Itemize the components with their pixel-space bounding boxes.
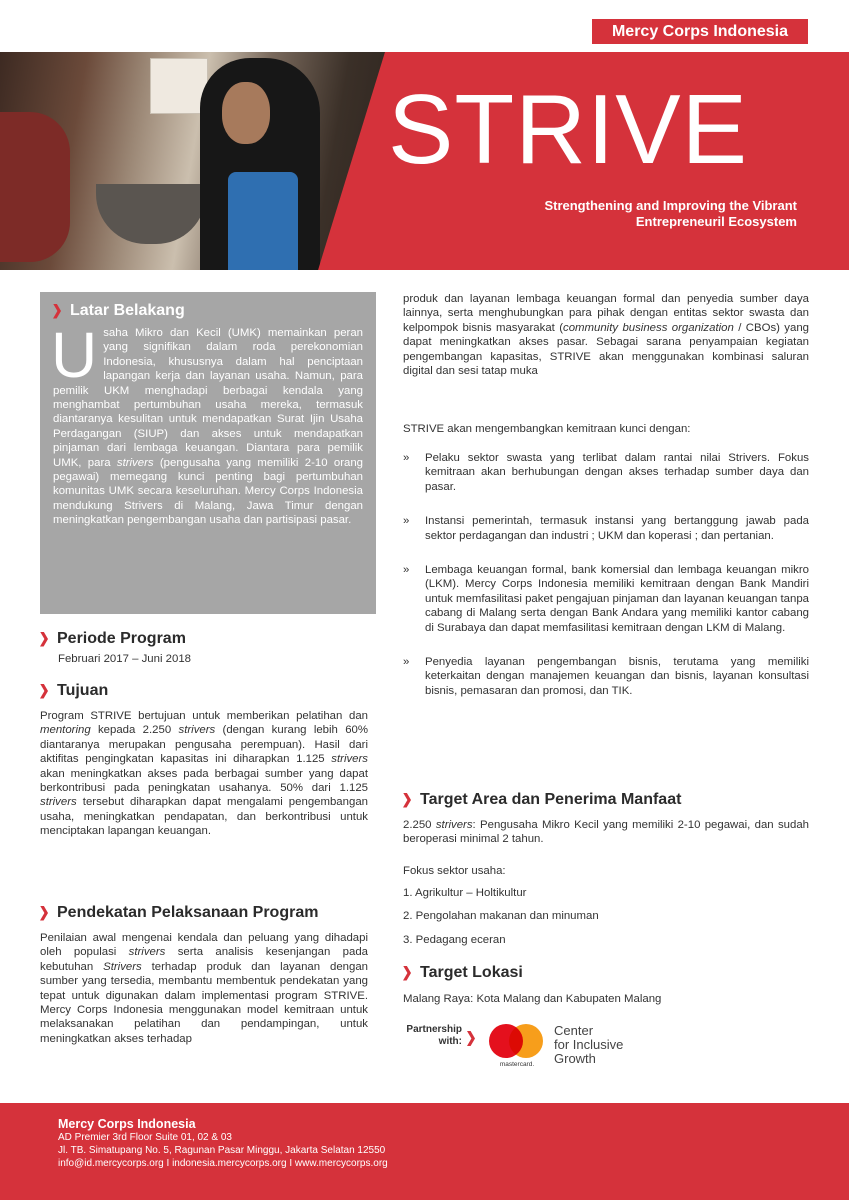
period-text: Februari 2017 – Juni 2018 — [58, 653, 191, 665]
goal-heading: Tujuan — [40, 681, 108, 701]
list-item: 1. Agrikultur – Holtikultur — [403, 887, 527, 899]
approach-continued-text: produk dan layanan lembaga keuangan formal dan penyedia sumber daya lainnya, serta menghubungkan para pihak dengan entitas sektor swasta dan kelpompok bisnis masyarakat (community business organization / CBOs) yang dapat meningkatkan akses pasar. Sebagai sarana penyampaian kegiatan pengembangan kapasitas, STRIVE akan menggunakan kombinasi saluran digital dan sesi tatap muka — [403, 293, 810, 378]
list-item: » Penyedia layanan pengembangan bisnis, terutama yang memiliki keterkaitan dengan manajemen keuangan dan bisnis, layanan konsultasi bisnis, pemasaran dan promosi, dan TIK. — [403, 655, 809, 698]
hero-banner — [0, 52, 849, 270]
chevron-right-icon — [40, 632, 48, 647]
footer-contacts: info@id.mercycorps.org I indonesia.mercycorps.org I www.mercycorps.org — [58, 1158, 388, 1169]
partners-intro: STRIVE akan mengembangkan kemitraan kunci dengan: — [403, 423, 691, 435]
target-area-text: 2.250 strivers: Pengusaha Mikro Kecil yang memiliki 2-10 pegawai, dan sudah beroperasi minimal 2 tahun. — [403, 819, 809, 846]
background-heading: Latar Belakang — [53, 298, 363, 324]
chevron-right-icon — [53, 304, 61, 319]
list-item: 2. Pengolahan makanan dan minuman — [403, 910, 599, 923]
approach-heading: Pendekatan Pelaksanaan Program — [40, 903, 318, 923]
footer-address-1: AD Premier 3rd Floor Suite 01, 02 & 03 — [58, 1132, 232, 1143]
chevron-right-icon — [40, 684, 48, 699]
page-title: STRIVE — [388, 74, 748, 184]
chevron-right-icon — [40, 906, 48, 921]
mastercard-logo: mastercard. — [489, 1024, 545, 1072]
chevron-right-icon — [467, 1031, 475, 1046]
target-area-heading: Target Area dan Penerima Manfaat — [403, 790, 681, 810]
goal-text: Program STRIVE bertujuan untuk memberikan pelatihan dan mentoring kepada 2.250 strivers (dengan kurang lebih 60% diantaranya merupakan pengusaha perempuan). Hasil dari aktifitas pengingkatan kapasitas ini diharapkan 1.125 strivers akan meningkatkan akses pada berbagai sumber yang dapat berkontribusi pada peningkatan usahanya. 50% dari 1.125 strivers tersebut diharapkan dapat mengalami pengembangan usaha, meningkatkan pendapatan, dan berkontribusi untuk menciptakan lapangan keuangan. — [40, 710, 369, 838]
list-item: » Lembaga keuangan formal, bank komersial dan lembaga keuangan mikro (LKM). Mercy Corps Indonesia memiliki kemitraan dengan Bank Mandiri untuk memfasilitasi paket pengajuan pinjaman dan layanan keuangan tanpa cabang di Malang serta dengan Bank Andara yang memiliki kantor cabang di Surabaya dan dapat memfasilitasi kemitraan dengan LKM di Malang. — [403, 563, 809, 635]
footer-address-2: Jl. TB. Simatupang No. 5, Ragunan Pasar Minggu, Jakarta Selatan 12550 — [58, 1145, 386, 1156]
location-text: Malang Raya: Kota Malang dan Kabupaten Malang — [403, 993, 662, 1005]
period-heading: Periode Program — [40, 629, 186, 649]
chevron-right-icon — [403, 793, 411, 808]
hero-photo — [0, 52, 400, 270]
center-inclusive-growth-logo: Center for Inclusive Growth — [554, 1023, 624, 1066]
partnership-label: Partnership with: — [406, 1024, 462, 1047]
approach-text: Penilaian awal mengenai kendala dan peluang yang dihadapi oleh populasi strivers serta analisis kesenjangan pada kebutuhan Strivers terhadap produk dan layanan dengan sumber yang tersedia, membantu membentuk pendekatan yang tepat untuk digunakan dalam implementasi program STRIVE. Mercy Corps Indonesia menggunakan model kemitraan untuk melaksanakan pelatihan dan pendampingan, untuk meningkatkan akses terhadap — [40, 932, 368, 1045]
footer-org-name: Mercy Corps Indonesia — [58, 1117, 196, 1131]
chevron-right-icon — [403, 966, 411, 981]
location-heading: Target Lokasi — [403, 963, 523, 983]
list-item: » Pelaku sektor swasta yang terlibat dalam rantai nilai Strivers. Fokus kemitraan akan berhubungan dengan akses terhadap sumber daya dan pasar. — [403, 451, 809, 494]
footer — [0, 1103, 849, 1200]
list-item: » Instansi pemerintah, termasuk instansi yang bertanggung jawab pada sektor perdagangan dan industri ; UKM dan koperasi ; dan pertanian. — [403, 514, 809, 543]
org-badge: Mercy Corps Indonesia — [592, 19, 808, 44]
dropcap: U — [51, 319, 98, 391]
list-item: 3. Pedagang eceran — [403, 933, 506, 946]
background-box — [40, 292, 376, 614]
sector-focus-label: Fokus sektor usaha: — [403, 865, 506, 877]
background-text: Usaha Mikro dan Kecil (UMK) memainkan peran yang signifikan dalam roda perekonomian Indonesia, khususnya dalam hal penciptaan lapangan kerja dan layanan usaha. Namun, para pemilik UKM menghadapi berbagai kendala yang menghambat pertumbuhan usaha mereka, termasuk diantaranya kesulitan untuk mendapatkan Surat Ijin Usaha Perdagangan (SIUP) dan akses untuk mendapatkan pinjaman dari lembaga keuangan. Diantara para pemilik UMK, para strivers (pengusaha yang memiliki 2-10 orang pegawai) memegang kunci penting bagi pertumbuhan komunitas UMK secara keseluruhan. Mercy Corps Indonesia mendukung Strivers di Malang, Jawa Timur dengan meningkatkan pengembangan usaha dan partisipasi pasar. — [51, 319, 363, 527]
sector-list — [403, 886, 599, 956]
partners-list — [403, 451, 809, 718]
page-subtitle: Strengthening and Improving the Vibrant Entrepreneuril Ecosystem — [544, 198, 797, 229]
